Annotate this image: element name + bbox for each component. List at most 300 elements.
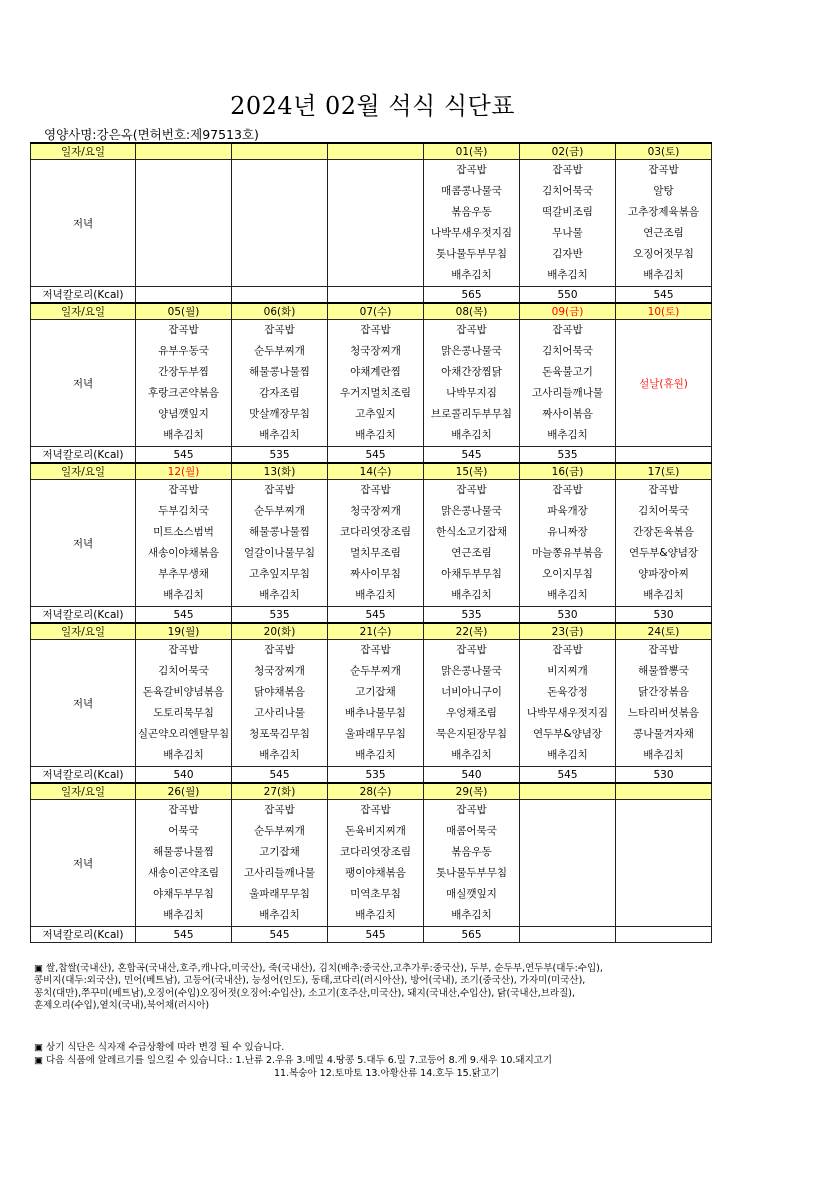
calorie-cell: 540: [136, 767, 232, 784]
calorie-cell: 530: [616, 607, 712, 624]
origin-line: 꽁치(대만),쭈꾸미(베트남),오징어(수입)오징어젓(오징어:수입산), 소고기(호주산,미국산), 돼지(국내산,수입산), 닭(국내산,브라질),: [34, 987, 576, 999]
menu-cell: [616, 160, 712, 287]
menu-item: 잡곡밥: [264, 804, 295, 816]
date-cell: [232, 143, 328, 160]
menu-item: 돈육비지찌개: [345, 825, 406, 837]
menu-item: 멸치무조림: [350, 547, 401, 559]
menu-item: 배추김치: [547, 749, 588, 761]
menu-items: [424, 320, 519, 446]
menu-item: 배추김치: [355, 429, 396, 441]
menu-item: 톳나물두부무침: [435, 867, 507, 879]
calorie-cell: 535: [328, 767, 424, 784]
menu-item: 무나물: [552, 227, 583, 239]
menu-item: 어묵국: [168, 825, 199, 837]
dinner-label: 저녁: [31, 640, 136, 767]
menu-item: 새송이곤약조림: [147, 867, 219, 879]
menu-item: 비지찌개: [547, 665, 588, 677]
menu-item: 간장돈육볶음: [633, 526, 694, 538]
menu-item: 잡곡밥: [552, 324, 583, 336]
menu-item: 잡곡밥: [168, 804, 199, 816]
menu-items: [232, 480, 327, 606]
date-cell: 22(목): [424, 623, 520, 640]
date-cell: 20(화): [232, 623, 328, 640]
menu-item: 배추김치: [163, 429, 204, 441]
calorie-cell: 545: [424, 447, 520, 464]
calorie-row: [31, 767, 712, 784]
menu-cell: [616, 480, 712, 607]
menu-item: 짜사이무침: [350, 568, 401, 580]
menu-item: 고기잡채: [355, 686, 396, 698]
menu-items: [232, 320, 327, 446]
dinner-label: 저녁: [31, 160, 136, 287]
menu-item: 연근조림: [451, 547, 492, 559]
menu-item: 얼갈이나물무침: [243, 547, 315, 559]
date-day-label: 일자/요일: [31, 463, 136, 480]
date-cell: 13(화): [232, 463, 328, 480]
menu-item: 맑은콩나물국: [441, 345, 502, 357]
calorie-cell: 535: [232, 447, 328, 464]
menu-item: 아채간장찜닭: [441, 366, 502, 378]
calorie-cell: [136, 287, 232, 304]
menu-item: 코다리엿장조림: [339, 526, 411, 538]
menu-item: 잡곡밥: [264, 484, 295, 496]
menu-item: 배추김치: [451, 269, 492, 281]
date-day-label: 일자/요일: [31, 143, 136, 160]
menu-item: 순두부찌개: [350, 665, 401, 677]
calorie-row: [31, 447, 712, 464]
menu-item: 잡곡밥: [456, 484, 487, 496]
menu-item: 잡곡밥: [360, 804, 391, 816]
calorie-cell: 545: [232, 767, 328, 784]
origin-line: 콩비지(대두:외국산), 민어(베트남), 고등어(국내산), 능성어(인도), 동태,코다리(러시아산), 방어(국내), 조기(중국산), 가자미(미국산),: [34, 975, 586, 987]
menu-cell: [520, 800, 616, 927]
date-day-label: 일자/요일: [31, 783, 136, 800]
menu-item: 해물콩나물찜: [249, 366, 310, 378]
menu-items: [424, 160, 519, 286]
menu-item: 순두부찌개: [254, 345, 305, 357]
menu-items: [136, 800, 231, 926]
date-cell: 16(금): [520, 463, 616, 480]
menu-item: 돈육갈비양념볶음: [142, 686, 225, 698]
menu-item: 콩나물겨자채: [633, 728, 694, 740]
menu-item: 우거지멸치조림: [339, 387, 411, 399]
menu-item: 배추김치: [547, 589, 588, 601]
date-cell: 10(토): [616, 303, 712, 320]
calorie-label: 저녁칼로리(Kcal): [31, 447, 136, 464]
menu-item: 매실깻잎지: [446, 888, 497, 900]
calorie-cell: 545: [520, 767, 616, 784]
menu-cell: [424, 640, 520, 767]
menu-item: 두부김치국: [158, 505, 209, 517]
menu-item: 맑은콩나물국: [441, 665, 502, 677]
date-cell: 14(수): [328, 463, 424, 480]
menu-item: 나박무새우젓지짐: [430, 227, 513, 239]
menu-cell: [232, 640, 328, 767]
date-cell: [136, 143, 232, 160]
menu-items: [616, 480, 711, 606]
menu-item: 양파장아찌: [638, 568, 689, 580]
menu-cell: [424, 480, 520, 607]
menu-item: 김치어묵국: [542, 345, 593, 357]
menu-item: 돈육불고기: [542, 366, 593, 378]
calorie-cell: 545: [136, 607, 232, 624]
menu-item: 배추김치: [259, 749, 300, 761]
menu-item: 도토리묵무침: [153, 707, 214, 719]
menu-table: [30, 142, 712, 943]
origin-note: [34, 963, 704, 1013]
dinner-row: [31, 800, 712, 927]
menu-cell: [136, 640, 232, 767]
date-cell: 26(월): [136, 783, 232, 800]
menu-item: 청국장찌개: [350, 345, 401, 357]
menu-item: 볶음우동: [451, 846, 492, 858]
date-cell: 29(목): [424, 783, 520, 800]
menu-items: [136, 320, 231, 446]
menu-items: [520, 320, 615, 446]
menu-items: [136, 480, 231, 606]
menu-cell: [520, 640, 616, 767]
calorie-cell: [232, 287, 328, 304]
calorie-cell: 545: [136, 447, 232, 464]
menu-item: 고추잎지: [355, 408, 396, 420]
dinner-row: [31, 640, 712, 767]
date-cell: 08(목): [424, 303, 520, 320]
page-title: 2024년 02월 석식 식단표: [230, 92, 515, 120]
date-cell: 05(월): [136, 303, 232, 320]
menu-cell: [328, 800, 424, 927]
menu-items: [424, 480, 519, 606]
menu-item: 미트소스범벅: [153, 526, 214, 538]
menu-item: 아채두부무침: [441, 568, 502, 580]
menu-item: 배추김치: [355, 909, 396, 921]
menu-item: 돈육강정: [547, 686, 588, 698]
calorie-row: [31, 927, 712, 943]
menu-item: 잡곡밥: [360, 324, 391, 336]
calorie-cell: 565: [424, 287, 520, 304]
calorie-label: 저녁칼로리(Kcal): [31, 287, 136, 304]
menu-item: 고사리들깨나물: [531, 387, 603, 399]
menu-item: 해물콩나물찜: [153, 846, 214, 858]
menu-item: 고추잎지무침: [249, 568, 310, 580]
origin-line: ▣ 쌀,찹쌀(국내산), 혼합곡(국내산,호주,캐나다,미국산), 죽(국내산), 김치(배추:중국산,고추가루:중국산), 두부, 순두부,연두부(대두:수입),: [34, 963, 603, 974]
menu-item: 청국장찌개: [350, 505, 401, 517]
menu-item: 맑은콩나물국: [441, 505, 502, 517]
menu-item: 연두부&양념장: [532, 728, 603, 740]
menu-item: 떡갈비조림: [542, 206, 593, 218]
calorie-cell: 545: [232, 927, 328, 943]
menu-item: 잡곡밥: [456, 324, 487, 336]
calorie-cell: [616, 447, 712, 464]
change-notice: ▣ 상기 식단은 식자재 수급상황에 따라 변경 될 수 있습니다.: [34, 1042, 285, 1053]
menu-cell: [232, 320, 328, 447]
calorie-cell: [520, 927, 616, 943]
dinner-row: [31, 160, 712, 287]
calorie-label: 저녁칼로리(Kcal): [31, 767, 136, 784]
menu-item: 김자반: [552, 248, 583, 260]
date-cell: 15(목): [424, 463, 520, 480]
menu-item: 감자조림: [259, 387, 300, 399]
menu-item: 고기잡채: [259, 846, 300, 858]
menu-item: 느타리버섯볶음: [627, 707, 699, 719]
menu-item: 후랑크곤약볶음: [147, 387, 219, 399]
menu-item: 한식소고기잡채: [435, 526, 507, 538]
date-cell: 28(수): [328, 783, 424, 800]
menu-item: 배추김치: [547, 429, 588, 441]
menu-items: [232, 640, 327, 766]
menu-item: 마늘쫑유부볶음: [531, 547, 603, 559]
dinner-label: 저녁: [31, 480, 136, 607]
date-cell: [328, 143, 424, 160]
menu-item: 간장두부찜: [158, 366, 209, 378]
menu-item: 너비아니구이: [441, 686, 502, 698]
date-cell: [520, 783, 616, 800]
date-day-label: 일자/요일: [31, 623, 136, 640]
menu-items: [328, 800, 423, 926]
menu-item: 나박무새우젓지짐: [526, 707, 609, 719]
menu-item: 배추김치: [163, 909, 204, 921]
menu-item: 닭간장볶음: [638, 686, 689, 698]
nutritionist-info: 영양사명:강은옥(면허번호:제97513호): [44, 127, 259, 142]
menu-cell: [424, 800, 520, 927]
menu-item: 배추김치: [643, 749, 684, 761]
date-cell: 06(화): [232, 303, 328, 320]
menu-cell: [136, 480, 232, 607]
calorie-cell: 535: [232, 607, 328, 624]
date-cell: 17(토): [616, 463, 712, 480]
dinner-label: 저녁: [31, 800, 136, 927]
dinner-row: [31, 480, 712, 607]
menu-cell: [136, 160, 232, 287]
menu-item: 잡곡밥: [360, 484, 391, 496]
menu-item: 유부우동국: [158, 345, 209, 357]
menu-item: 배추김치: [163, 749, 204, 761]
menu-item: 톳나물두부무침: [435, 248, 507, 260]
menu-item: 실곤약오리엔탈무침: [137, 728, 230, 740]
calorie-cell: 545: [328, 927, 424, 943]
menu-item: 양념깻잎지: [158, 408, 209, 420]
menu-item: 배추김치: [451, 749, 492, 761]
menu-cell: [328, 320, 424, 447]
date-cell: 07(수): [328, 303, 424, 320]
menu-cell: [232, 160, 328, 287]
date-cell: 24(토): [616, 623, 712, 640]
menu-cell: [328, 640, 424, 767]
date-cell: 09(금): [520, 303, 616, 320]
menu-item: 잡곡밥: [456, 644, 487, 656]
menu-cell: [424, 160, 520, 287]
menu-items: [520, 640, 615, 766]
menu-item: 매콤어묵국: [446, 825, 497, 837]
menu-item: 해물콩나물찜: [249, 526, 310, 538]
calorie-cell: 535: [520, 447, 616, 464]
menu-items: [424, 800, 519, 926]
calorie-label: 저녁칼로리(Kcal): [31, 927, 136, 943]
date-cell: 23(금): [520, 623, 616, 640]
menu-item: 오징어젓무침: [633, 248, 694, 260]
calorie-cell: [328, 287, 424, 304]
menu-item: 잡곡밥: [360, 644, 391, 656]
menu-item: 배추김치: [451, 589, 492, 601]
menu-item: 잡곡밥: [168, 324, 199, 336]
menu-cell: [616, 640, 712, 767]
menu-item: 청포묵김무침: [249, 728, 310, 740]
menu-item: 잡곡밥: [264, 324, 295, 336]
menu-cell: [520, 320, 616, 447]
date-cell: 01(목): [424, 143, 520, 160]
menu-items: [136, 640, 231, 766]
date-day-label: 일자/요일: [31, 303, 136, 320]
calorie-row: [31, 607, 712, 624]
calorie-cell: 535: [424, 607, 520, 624]
menu-cell: [232, 800, 328, 927]
menu-item: 해물짬뽕국: [638, 665, 689, 677]
calorie-label: 저녁칼로리(Kcal): [31, 607, 136, 624]
date-cell: 21(수): [328, 623, 424, 640]
menu-cell: [328, 480, 424, 607]
menu-item: 김치어묵국: [542, 185, 593, 197]
date-header-row: [31, 783, 712, 800]
menu-cell: [328, 160, 424, 287]
menu-item: 연근조림: [643, 227, 684, 239]
menu-item: 나박무지짐: [446, 387, 497, 399]
menu-items: [328, 480, 423, 606]
date-cell: [616, 783, 712, 800]
menu-item: 오이지무침: [542, 568, 593, 580]
calorie-cell: 565: [424, 927, 520, 943]
menu-item: 김치어묵국: [158, 665, 209, 677]
origin-line: 훈제오리(수입),옅치(국내),북어채(러시아): [34, 1000, 210, 1012]
menu-item: 브로콜리두부무침: [430, 408, 513, 420]
date-header-row: [31, 463, 712, 480]
menu-cell: [616, 800, 712, 927]
menu-item: 잡곡밥: [456, 164, 487, 176]
menu-cell: [136, 320, 232, 447]
menu-item: 잡곡밥: [648, 164, 679, 176]
menu-items: [520, 160, 615, 286]
menu-item: 야채두부무침: [153, 888, 214, 900]
notices: [34, 1041, 754, 1080]
menu-item: 배추김치: [259, 429, 300, 441]
calorie-cell: 545: [328, 607, 424, 624]
calorie-cell: 545: [616, 287, 712, 304]
menu-item: 순두부찌개: [254, 825, 305, 837]
menu-item: 배추김치: [643, 589, 684, 601]
menu-item: 울파래무무침: [345, 728, 406, 740]
menu-cell: [520, 160, 616, 287]
date-header-row: [31, 143, 712, 160]
menu-item: 잡곡밥: [168, 644, 199, 656]
menu-item: 짜사이볶음: [542, 408, 593, 420]
menu-cell: [520, 480, 616, 607]
dinner-label: 저녁: [31, 320, 136, 447]
calorie-cell: 550: [520, 287, 616, 304]
menu-item: 매콤콩나물국: [441, 185, 502, 197]
menu-item: 잡곡밥: [168, 484, 199, 496]
menu-item: 파육개장: [547, 505, 588, 517]
menu-cell: [232, 480, 328, 607]
date-cell: 03(토): [616, 143, 712, 160]
date-cell: 19(월): [136, 623, 232, 640]
calorie-cell: 545: [136, 927, 232, 943]
menu-item: 잡곡밥: [552, 644, 583, 656]
menu-item: 배추나물무침: [345, 707, 406, 719]
date-cell: 12(월): [136, 463, 232, 480]
menu-cell: [136, 800, 232, 927]
calorie-cell: 530: [520, 607, 616, 624]
menu-items: [616, 160, 711, 286]
menu-item: 고추장제육볶음: [627, 206, 699, 218]
calorie-cell: 545: [328, 447, 424, 464]
date-cell: 27(화): [232, 783, 328, 800]
menu-item: 연두부&양념장: [628, 547, 699, 559]
menu-item: 고사리들깨나물: [243, 867, 315, 879]
menu-item: 잡곡밥: [552, 164, 583, 176]
holiday-cell: 설날(휴원): [616, 320, 712, 447]
menu-items: [328, 640, 423, 766]
menu-item: 김치어묵국: [638, 505, 689, 517]
menu-item: 팽이야채볶음: [345, 867, 406, 879]
menu-item: 새송이야채볶음: [147, 547, 219, 559]
menu-item: 야채계란찜: [350, 366, 401, 378]
menu-item: 잡곡밥: [264, 644, 295, 656]
menu-item: 잡곡밥: [648, 484, 679, 496]
menu-item: 고사리나물: [254, 707, 305, 719]
menu-item: 배추김치: [163, 589, 204, 601]
menu-cell: [424, 320, 520, 447]
date-header-row: [31, 303, 712, 320]
calorie-cell: [616, 927, 712, 943]
menu-item: 배추김치: [259, 589, 300, 601]
calorie-cell: 540: [424, 767, 520, 784]
calorie-row: [31, 287, 712, 304]
menu-item: 배추김치: [451, 429, 492, 441]
menu-item: 잡곡밥: [552, 484, 583, 496]
menu-item: 배추김치: [355, 589, 396, 601]
menu-items: [232, 800, 327, 926]
date-header-row: [31, 623, 712, 640]
menu-item: 순두부찌개: [254, 505, 305, 517]
menu-item: 유니짜장: [547, 526, 588, 538]
menu-item: 맛살깨장무침: [249, 408, 310, 420]
menu-item: 묵은지된장무침: [435, 728, 507, 740]
dinner-row: [31, 320, 712, 447]
menu-item: 배추김치: [643, 269, 684, 281]
menu-item: 배추김치: [451, 909, 492, 921]
menu-item: 우엉채조림: [446, 707, 497, 719]
menu-items: [328, 320, 423, 446]
menu-item: 울파래무무침: [249, 888, 310, 900]
menu-item: 배추김치: [355, 749, 396, 761]
menu-item: 알탕: [653, 185, 674, 197]
menu-item: 배추김치: [259, 909, 300, 921]
menu-item: 배추김치: [547, 269, 588, 281]
menu-item: 잡곡밥: [648, 644, 679, 656]
menu-item: 청국장찌개: [254, 665, 305, 677]
allergy-notice-cont: 11.복숭아 12.토마토 13.아황산류 14.호두 15.닭고기: [274, 1068, 500, 1079]
menu-item: 미역초무침: [350, 888, 401, 900]
menu-items: [616, 640, 711, 766]
allergy-notice: ▣ 다음 식품에 알레르기를 일으킬 수 있습니다.: 1.난류 2.우유 3.메밀 4.땅콩 5.대두 6.밀 7.고등어 8.게 9.새우 10.돼지고기: [34, 1055, 553, 1066]
calorie-cell: 530: [616, 767, 712, 784]
menu-item: 잡곡밥: [456, 804, 487, 816]
menu-items: [424, 640, 519, 766]
menu-item: 닭야채볶음: [254, 686, 305, 698]
menu-item: 코다리엿장조림: [339, 846, 411, 858]
date-cell: 02(금): [520, 143, 616, 160]
menu-item: 볶음우동: [451, 206, 492, 218]
menu-item: 부추무생채: [158, 568, 209, 580]
menu-items: [520, 480, 615, 606]
